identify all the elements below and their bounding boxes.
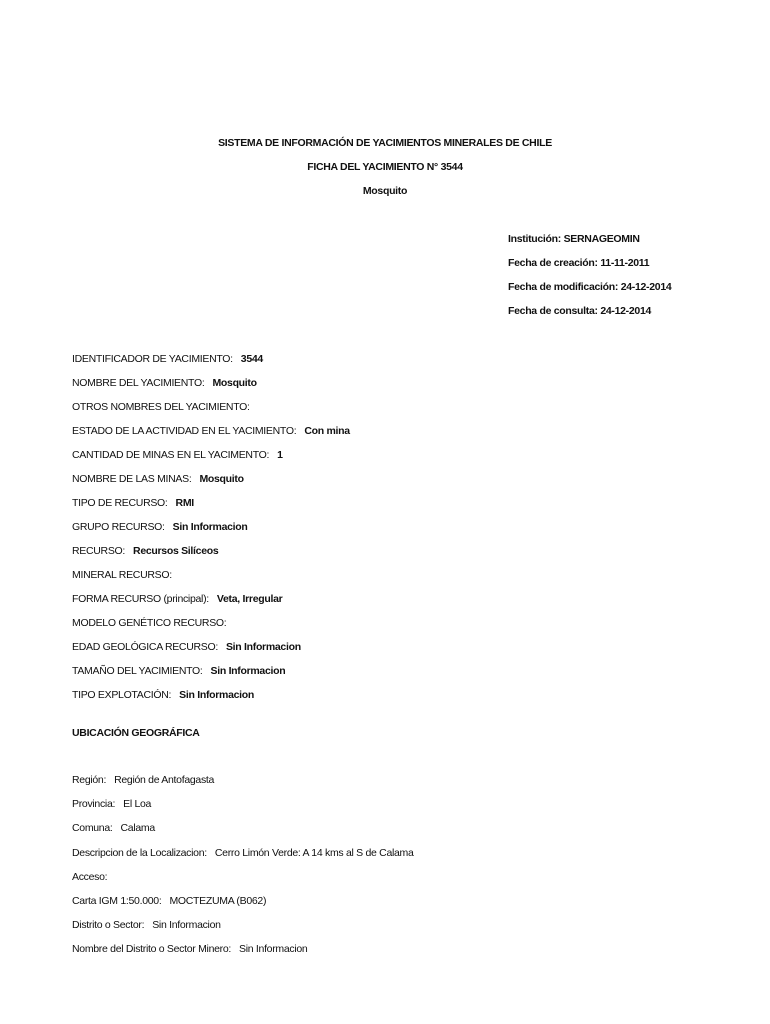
field-label: FORMA RECURSO (principal): (72, 593, 209, 605)
field-value: Sin Informacion (172, 521, 248, 533)
location-label: Distrito o Sector: (72, 919, 145, 931)
location-value: MOCTEZUMA (B062) (169, 895, 267, 907)
location-label: Descripcion de la Localizacion: (72, 847, 207, 859)
location-value: Calama (120, 822, 155, 834)
field-value: 1 (277, 449, 283, 461)
location-row (72, 847, 414, 859)
field-value: Recursos Silíceos (133, 545, 219, 557)
field-value: Sin Informacion (225, 641, 301, 653)
consultation-date: Fecha de consulta: 24-12-2014 (508, 305, 652, 317)
field-value: Sin Informacion (179, 689, 254, 701)
location-section-title: UBICACIÓN GEOGRÁFICA (72, 727, 200, 739)
field-label: NOMBRE DE LAS MINAS: (72, 473, 192, 485)
location-value: Sin Informacion (152, 919, 221, 931)
field-row (72, 521, 248, 533)
field-value: 3544 (240, 353, 263, 365)
field-label: MINERAL RECURSO: (72, 569, 172, 581)
field-label: CANTIDAD DE MINAS EN EL YACIMENTO: (72, 449, 270, 461)
location-row (72, 774, 214, 786)
field-label: OTROS NOMBRES DEL YACIMIENTO: (72, 401, 250, 413)
location-label: Comuna: (72, 822, 113, 834)
field-row (72, 401, 258, 413)
field-row (72, 569, 180, 581)
field-label: RECURSO: (72, 545, 126, 557)
location-row (72, 919, 221, 931)
location-label: Región: (72, 774, 107, 786)
field-row (72, 449, 283, 461)
location-label: Acceso: (72, 871, 108, 883)
field-label: TAMAÑO DEL YACIMIENTO: (72, 665, 203, 677)
location-row (72, 895, 266, 907)
location-row (72, 822, 155, 834)
field-row (72, 689, 254, 701)
field-label: NOMBRE DEL YACIMIENTO: (72, 377, 205, 389)
creation-date: Fecha de creación: 11-11-2011 (508, 257, 650, 269)
field-label: IDENTIFICADOR DE YACIMIENTO: (72, 353, 233, 365)
location-label: Nombre del Distrito o Sector Minero: (72, 943, 232, 955)
field-row (72, 617, 234, 629)
location-value: Región de Antofagasta (114, 774, 215, 786)
field-row (72, 473, 244, 485)
location-row (72, 943, 307, 955)
field-value: Sin Informacion (210, 665, 286, 677)
field-row (72, 665, 285, 677)
institution: Institución: SERNAGEOMIN (508, 233, 640, 245)
location-value: Cerro Limón Verde: A 14 kms al S de Calama (214, 847, 414, 859)
field-value: RMI (175, 497, 194, 509)
field-row (72, 353, 263, 365)
field-row (72, 545, 218, 557)
field-label: MODELO GENÉTICO RECURSO: (72, 617, 227, 629)
field-label: TIPO DE RECURSO: (72, 497, 168, 509)
record-title: FICHA DEL YACIMIENTO N° 3544 (307, 161, 463, 173)
system-title: SISTEMA DE INFORMACIÓN DE YACIMIENTOS MINERALES DE CHILE (218, 137, 552, 149)
location-value: El Loa (123, 798, 152, 810)
field-row (72, 641, 301, 653)
location-value: Sin Informacion (239, 943, 308, 955)
deposit-name: Mosquito (362, 185, 408, 197)
field-value: Mosquito (212, 377, 257, 389)
location-row (72, 871, 115, 883)
field-label: GRUPO RECURSO: (72, 521, 165, 533)
location-label: Carta IGM 1:50.000: (72, 895, 162, 907)
field-value: Mosquito (199, 473, 244, 485)
field-label: TIPO EXPLOTACIÓN: (72, 689, 172, 701)
field-row (72, 377, 257, 389)
field-value: Veta, Irregular (216, 593, 283, 605)
field-label: ESTADO DE LA ACTIVIDAD EN EL YACIMIENTO: (72, 425, 297, 437)
field-value: Con mina (304, 425, 350, 437)
modification-date: Fecha de modificación: 24-12-2014 (508, 281, 672, 293)
field-row (72, 425, 350, 437)
field-label: EDAD GEOLÓGICA RECURSO: (72, 641, 218, 653)
field-row (72, 497, 194, 509)
location-label: Provincia: (72, 798, 116, 810)
location-row (72, 798, 151, 810)
field-row (72, 593, 282, 605)
